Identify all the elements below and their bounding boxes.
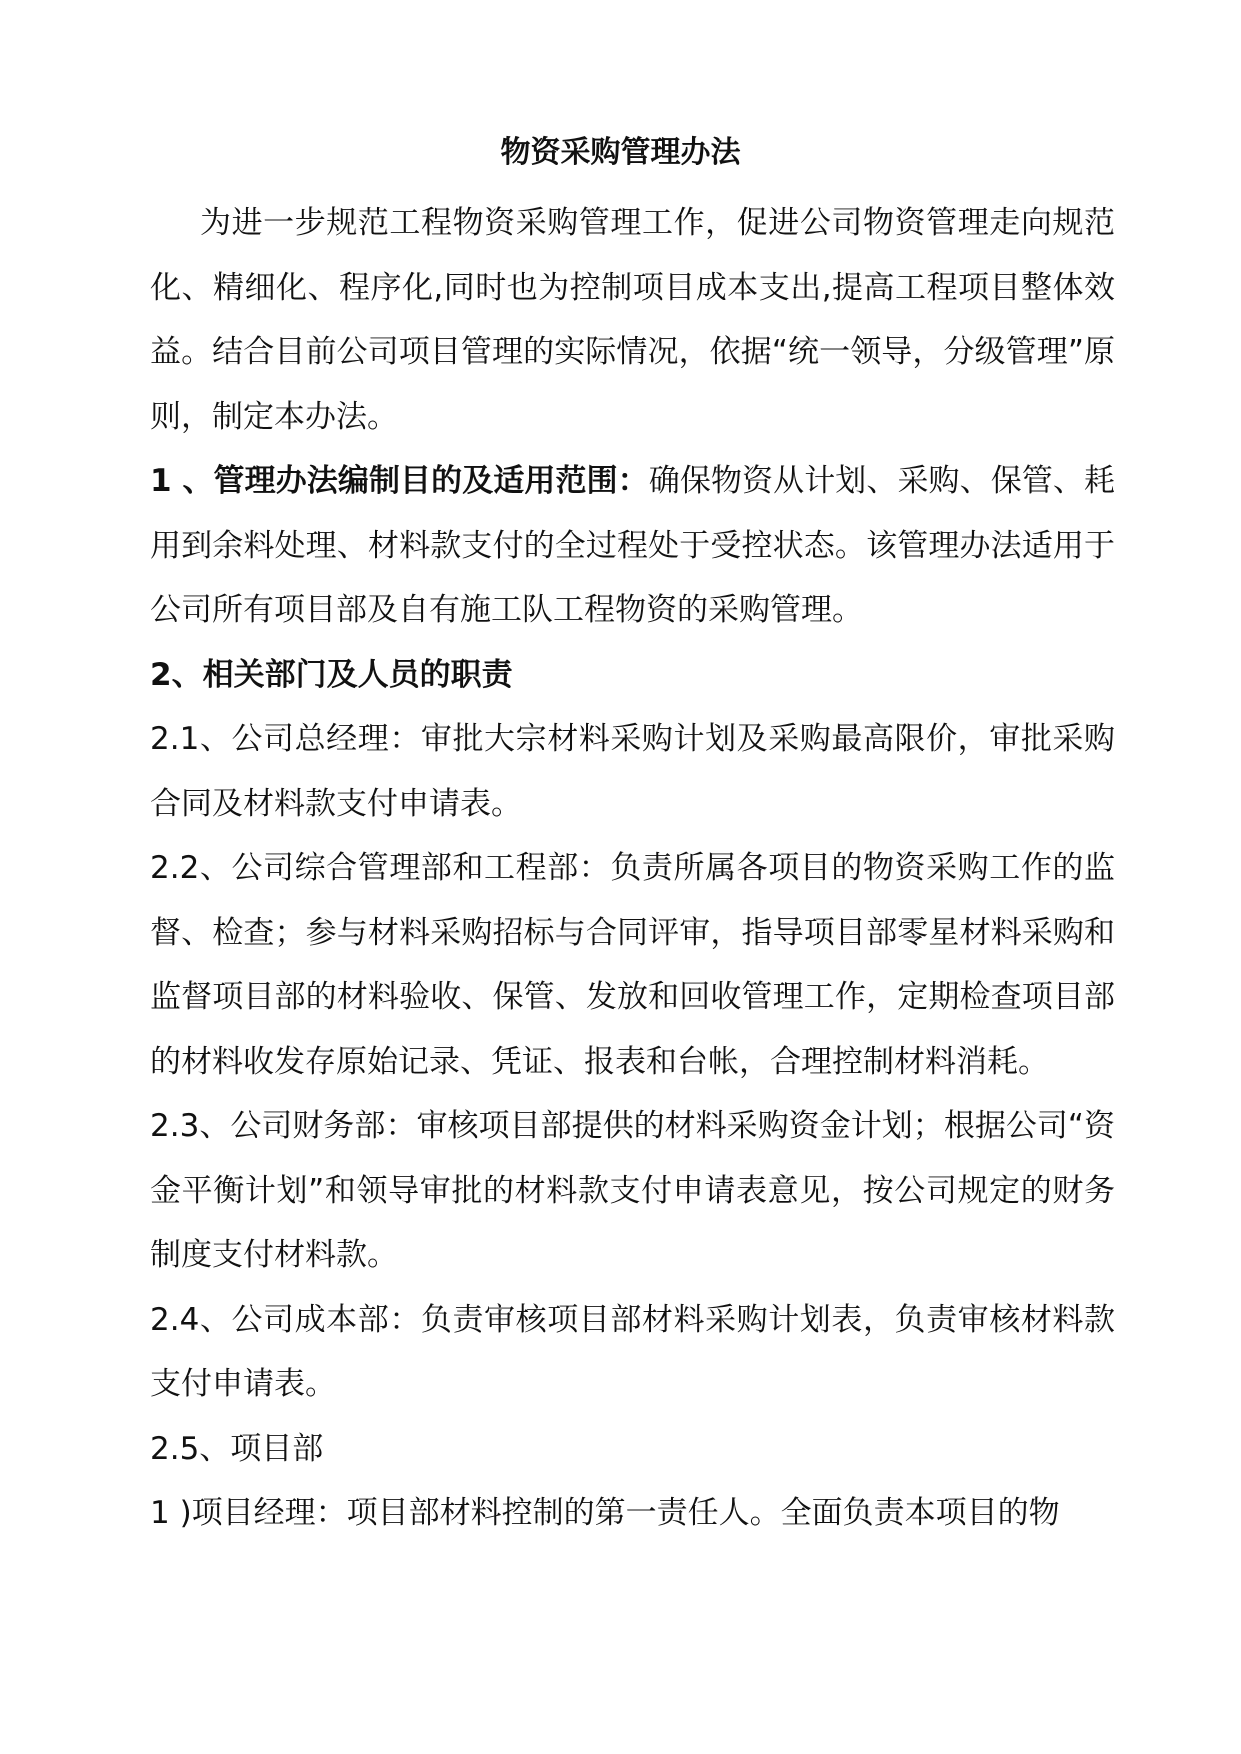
document-title: 物资采购管理办法 [500,135,741,170]
section-2-5-1-paragraph: 1 )项目经理：项目部材料控制的第一责任人。全面负责本项目的物 [150,1495,1060,1531]
section-2-1-paragraph: 2.1、公司总经理：审批大宗材料采购计划及采购最高限价，审批采购合同及材料款支付申请表。 [150,721,1115,822]
section-2-heading: 2、相关部门及人员的职责 [150,656,513,693]
section-1-heading: 1 、管理办法编制目的及适用范围： [150,463,649,499]
section-2-3-paragraph: 2.3、公司财务部：审核项目部提供的材料采购资金计划；根据公司“资金平衡计划”和领导审批的材料款支付申请表意见，按公司规定的财务制度支付材料款。 [150,1108,1115,1273]
section-1-paragraph [150,449,1115,643]
section-2-2-paragraph: 2.2、公司综合管理部和工程部：负责所属各项目的物资采购工作的监督、检查；参与材料采购招标与合同评审，指导项目部零星材料采购和监督项目部的材料验收、保管、发放和回收管理工作，定期检查项目部的材料收发存原始记录、凭证、报表和台帐，合理控制材料消耗。 [150,850,1115,1080]
document-body [150,191,1115,1546]
section-1-text: 确保物资从计划、采购、保管、耗用到余料处理、材料款支付的全过程处于受控状态。该管理办法适用于公司所有项目部及自有施工队工程物资的采购管理。 [150,463,1115,628]
section-2-5-heading: 2.5、项目部 [150,1430,324,1467]
section-2-4-paragraph: 2.4、公司成本部：负责审核项目部材料采购计划表，负责审核材料款支付申请表。 [150,1301,1115,1402]
intro-paragraph: 为进一步规范工程物资采购管理工作，促进公司物资管理走向规范化、精细化、程序化,同时也为控制项目成本支出,提高工程项目整体效益。结合目前公司项目管理的实际情况，依据“统一领导，分级管理”原则，制定本办法。 [150,205,1115,435]
